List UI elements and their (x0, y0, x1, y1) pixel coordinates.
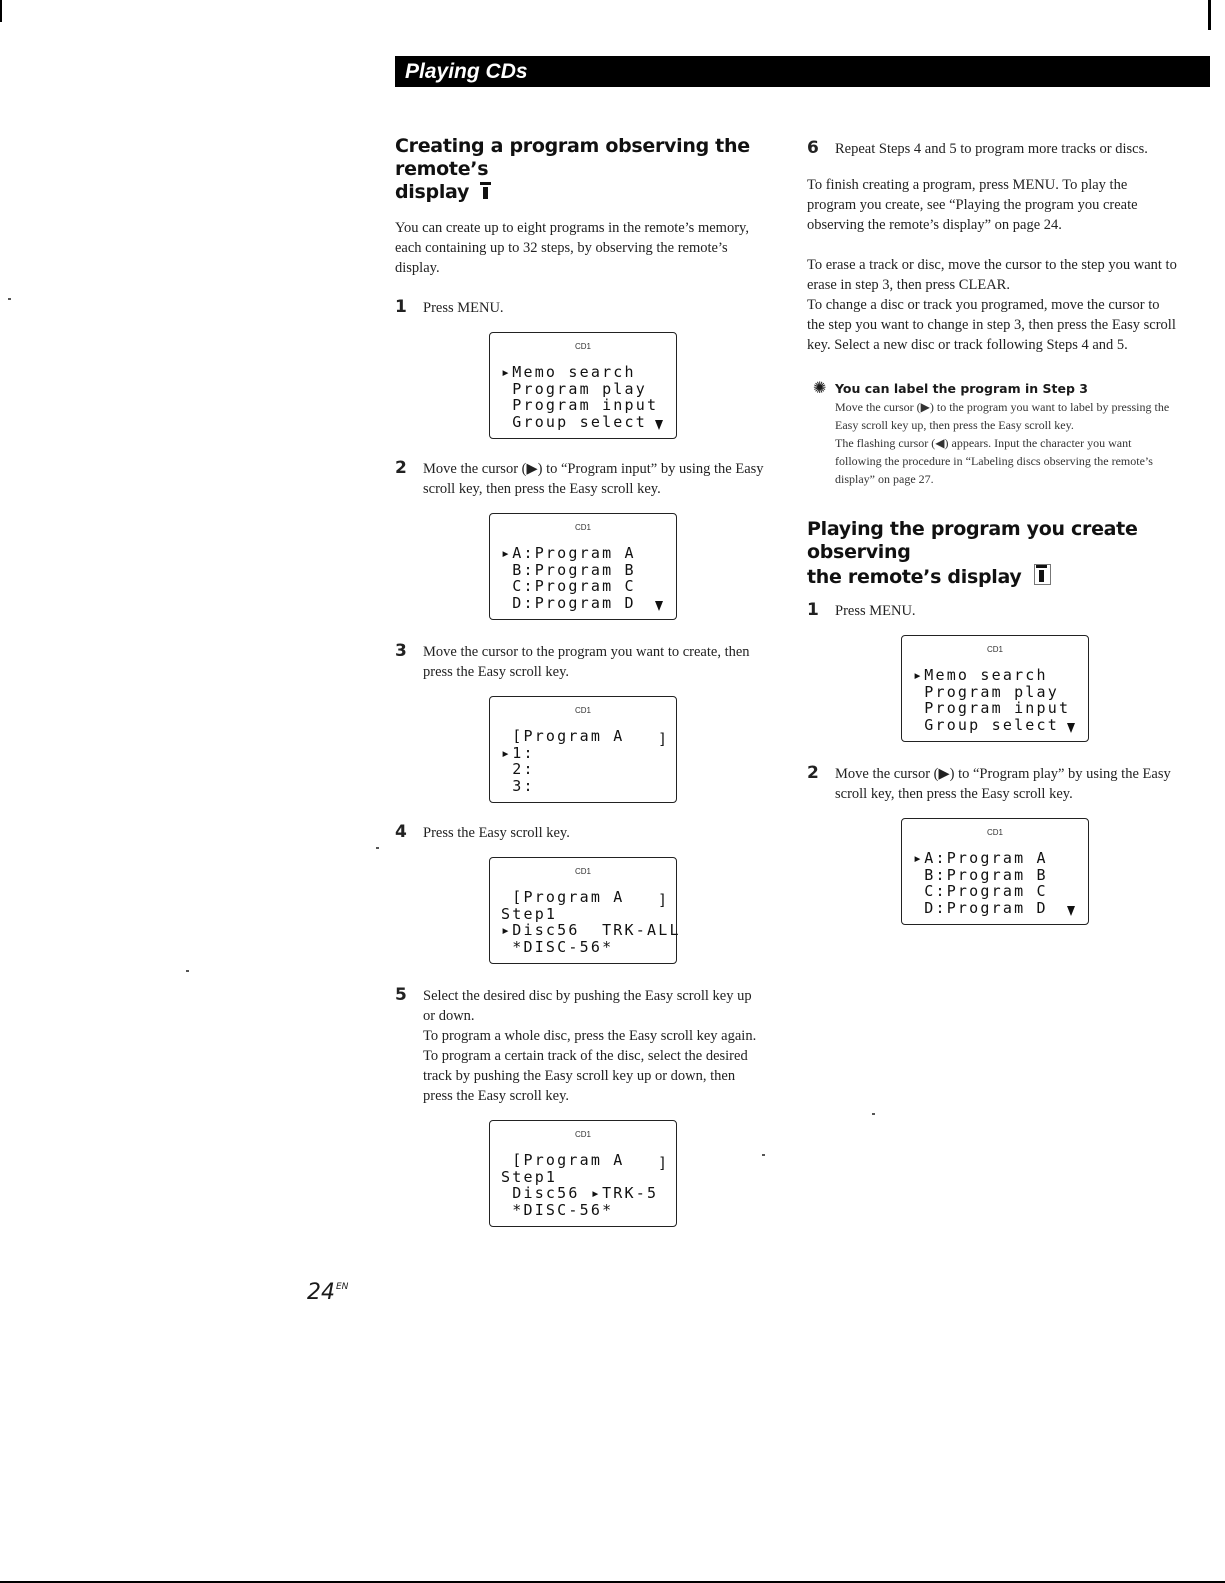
step-text: To program a whole disc, press the Easy scroll key again. (423, 1028, 757, 1044)
lcd-cd-label: CD1 (574, 342, 591, 351)
lcd-bracket: ] (657, 891, 667, 909)
step-2 (395, 459, 765, 499)
step-number: 5 (395, 985, 407, 1005)
lcd-display-program-list (901, 818, 1089, 925)
lcd-lines (913, 850, 1048, 916)
heading-line-2-text: the remote’s display (807, 566, 1022, 588)
step-text: Move the cursor to the program you want to create, then press the Easy scroll key. (423, 644, 750, 680)
step-4 (395, 823, 765, 843)
step-number: 6 (807, 138, 819, 158)
heading-line-1: Creating a program observing the remote’s (395, 135, 750, 180)
scan-speck (762, 1154, 765, 1156)
left-column (395, 135, 765, 1227)
scroll-down-indicator-icon (655, 420, 663, 430)
lcd-display-menu (489, 332, 677, 439)
play-step-1 (807, 601, 1177, 621)
lcd-line: *DISC-56* (501, 937, 614, 956)
step-number: 1 (807, 600, 819, 620)
paragraph-change: To change a disc or track you programed, move the cursor to the step you want to change in step 3, then press the Easy scroll key. Select a new disc or track following Steps 4 and 5. (807, 297, 1176, 353)
lcd-line: ▸Disc56 TRK-ALL (501, 921, 681, 939)
lcd-line: Group select (913, 715, 1059, 734)
section-title: Playing CDs (405, 60, 528, 83)
step-number: 2 (807, 763, 819, 783)
crop-mark-left (0, 0, 2, 22)
lcd-line: ▸A:Program A (913, 849, 1048, 867)
lcd-line: Step1 (501, 904, 558, 923)
paragraph-erase: To erase a track or disc, move the cursor to the step you want to erase in step 3, then press CLEAR. (807, 257, 1177, 293)
lightbulb-icon: ✺ (813, 378, 827, 397)
lcd-line: ▸1: (501, 743, 535, 762)
lcd-line: *DISC-56* (501, 1200, 614, 1219)
step-3 (395, 642, 765, 682)
lcd-lines (501, 889, 681, 955)
lcd-line: 2: (501, 760, 535, 778)
lcd-line: Group select (501, 412, 647, 431)
step-text: Repeat Steps 4 and 5 to program more tracks or discs. (835, 141, 1148, 157)
step-1 (395, 298, 765, 318)
lcd-lines (501, 728, 625, 794)
step-5 (395, 986, 765, 1106)
tip-title: You can label the program in Step 3 (835, 381, 1088, 396)
lcd-line: D:Program D (501, 593, 636, 612)
step-number: 3 (395, 641, 407, 661)
step-6 (807, 139, 1177, 159)
lcd-line: Program input (913, 699, 1071, 717)
tip-text-1: Move the cursor (▶) to the program you want to label by pressing the Easy scroll key up, then press the Easy scroll key. (835, 400, 1170, 432)
lcd-line: [Program A (501, 727, 625, 745)
lcd-line: Program input (501, 396, 659, 414)
lcd-line: ▸A:Program A (501, 544, 636, 562)
lcd-display-program-list (489, 513, 677, 620)
step-number: 4 (395, 822, 407, 842)
scan-speck (872, 1113, 875, 1115)
lcd-lines (501, 545, 636, 611)
lcd-cd-label: CD1 (574, 523, 591, 532)
step-text: Press the Easy scroll key. (423, 825, 570, 841)
lcd-line: 3: (501, 776, 535, 795)
lcd-display-step1-disc (489, 857, 681, 964)
remote-icon (1034, 564, 1051, 585)
step-number: 1 (395, 297, 407, 317)
heading-line-2 (395, 181, 765, 204)
scan-speck (376, 847, 379, 849)
step-text: Move the cursor (▶) to “Program input” by using the Easy scroll key, then press the Easy scroll key. (423, 461, 764, 497)
lcd-line: ▸Memo search (913, 666, 1048, 684)
lcd-line: ▸Memo search (501, 363, 636, 381)
lcd-display-program-a (489, 696, 677, 803)
section-heading-play-program (807, 518, 1177, 589)
lcd-lines (913, 667, 1070, 733)
lcd-bracket: ] (657, 730, 667, 748)
lcd-line: [Program A (501, 888, 625, 906)
page-number (307, 1280, 348, 1305)
remote-icon (479, 182, 492, 200)
lcd-line: C:Program C (913, 882, 1048, 900)
lcd-bracket: ] (657, 1154, 667, 1172)
step-text: Press MENU. (835, 603, 916, 619)
lcd-cd-label: CD1 (986, 828, 1003, 837)
scan-speck (8, 298, 11, 300)
lcd-cd-label: CD1 (574, 867, 591, 876)
lcd-line: B:Program B (913, 865, 1048, 884)
step-text: Press MENU. (423, 300, 504, 316)
scroll-down-indicator-icon (655, 601, 663, 611)
lcd-line: Program play (501, 379, 647, 398)
right-column (807, 135, 1177, 925)
scroll-down-indicator-icon (1067, 723, 1075, 733)
lcd-display-menu (901, 635, 1089, 742)
lcd-cd-label: CD1 (574, 1130, 591, 1139)
section-header-bar (395, 56, 1210, 87)
lcd-lines (501, 1152, 658, 1218)
lcd-cd-label: CD1 (574, 706, 591, 715)
lcd-line: [Program A (501, 1151, 625, 1169)
scroll-down-indicator-icon (1067, 906, 1075, 916)
heading-line-1: Playing the program you create observing (807, 518, 1138, 563)
play-step-2 (807, 764, 1177, 804)
heading-line-2-text: display (395, 181, 470, 203)
page-number-value: 24 (307, 1280, 335, 1305)
page-language-code: EN (336, 1282, 349, 1292)
lcd-line: C:Program C (501, 577, 636, 595)
paragraph-finish: To finish creating a program, press MENU. To play the program you create, see “Playing the program you create observing the remote’s display” on page 24. (807, 177, 1138, 233)
step-text: Select the desired disc by pushing the Easy scroll key up or down. (423, 988, 752, 1024)
section-heading-create-program (395, 135, 765, 204)
lcd-display-step1-track (489, 1120, 677, 1227)
step-text: Move the cursor (▶) to “Program play” by using the Easy scroll key, then press the Easy scroll key. (835, 766, 1171, 802)
crop-mark-right (1208, 0, 1211, 30)
lcd-line: Disc56 ▸TRK-5 (501, 1184, 659, 1202)
lcd-line: Step1 (501, 1167, 558, 1186)
lcd-line: B:Program B (501, 560, 636, 579)
lcd-line: D:Program D (913, 898, 1048, 917)
scan-speck (186, 970, 189, 972)
lcd-cd-label: CD1 (986, 645, 1003, 654)
intro-paragraph: You can create up to eight programs in the remote’s memory, each containing up to 32 steps, by observing the remote’s display. (395, 220, 749, 276)
step-number: 2 (395, 458, 407, 478)
tip-block (807, 378, 1177, 488)
tip-text-2: The flashing cursor (◀) appears. Input the character you want following the procedure in “Labeling discs observing the remote’s display” on page 27. (835, 436, 1153, 486)
step-text: To program a certain track of the disc, select the desired track by pushing the Easy scroll key up or down, then press the Easy scroll key. (423, 1048, 748, 1104)
lcd-lines (501, 364, 658, 430)
tip-heading (807, 378, 1177, 397)
lcd-line: Program play (913, 682, 1059, 701)
heading-line-2 (807, 564, 1177, 589)
